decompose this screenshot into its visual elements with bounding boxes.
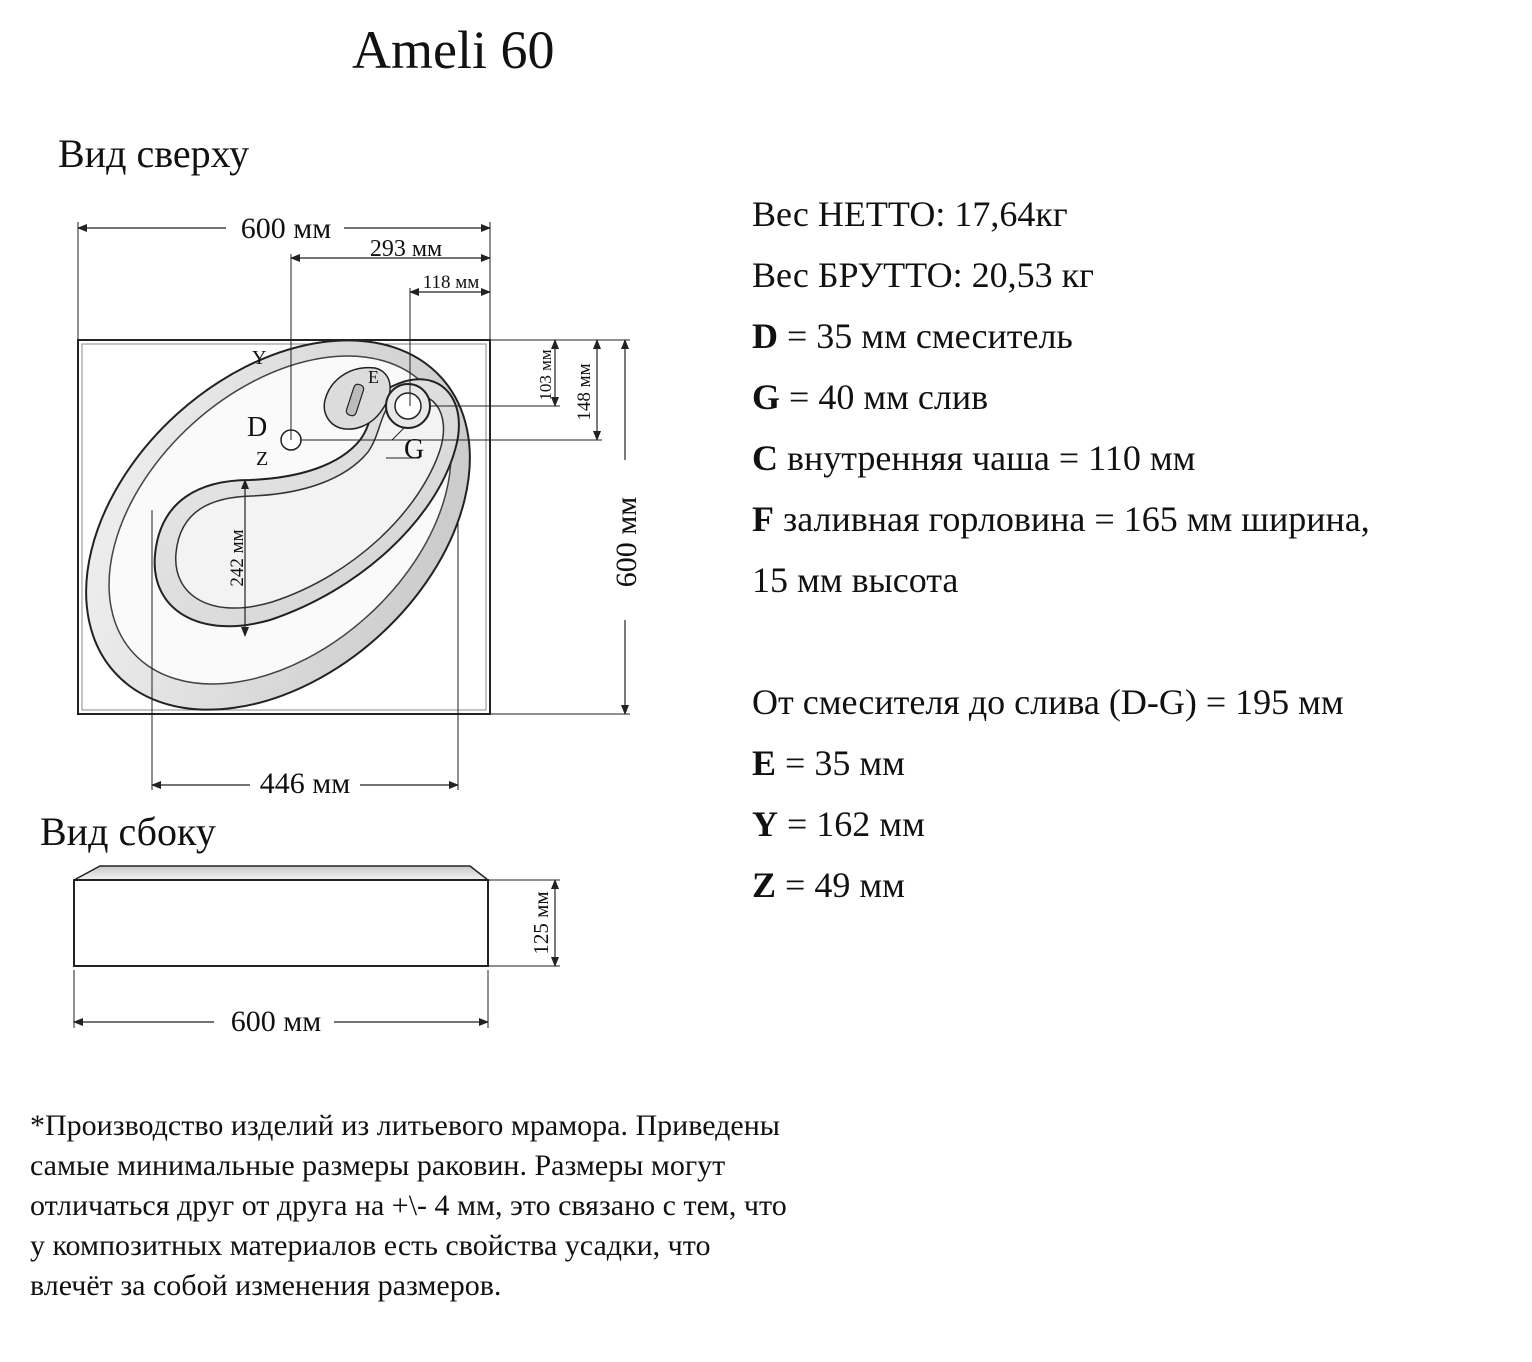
spec-c-value: внутренняя чаша = 110 мм bbox=[778, 438, 1196, 478]
spec-g bbox=[752, 367, 1370, 428]
spec-mixer-drain-distance: От смесителя до слива (D-G) = 195 мм bbox=[752, 682, 1344, 722]
spec-c bbox=[752, 428, 1370, 489]
spec-gross-weight: Вес БРУТТО: 20,53 кг bbox=[752, 255, 1094, 295]
spec-z-key: Z bbox=[752, 865, 777, 905]
dim-103: 103 мм bbox=[536, 349, 555, 401]
label-g: G bbox=[404, 434, 425, 465]
spec-e-key: E bbox=[752, 743, 777, 783]
spec-z-value: = 49 мм bbox=[776, 865, 905, 905]
top-view-drawing bbox=[14, 212, 643, 800]
dim-top-width: 600 мм bbox=[240, 212, 332, 245]
dim-drain-offset: 118 мм bbox=[422, 272, 480, 293]
footnote-line: у композитных материалов есть свойства усадки, что bbox=[30, 1229, 711, 1262]
spec-f-height: 15 мм высота bbox=[752, 560, 959, 600]
spec-f bbox=[752, 489, 1370, 550]
spec-y-key: Y bbox=[752, 804, 778, 844]
label-d: D bbox=[247, 412, 268, 443]
side-view-top-edge bbox=[74, 866, 488, 880]
spec-e bbox=[752, 733, 1370, 794]
spec-d-key: D bbox=[752, 316, 778, 356]
spec-y-value: = 162 мм bbox=[778, 804, 925, 844]
dim-148: 148 мм bbox=[574, 363, 595, 421]
spec-z bbox=[752, 855, 1370, 916]
side-view-heading: Вид сбоку bbox=[40, 809, 216, 854]
spec-d bbox=[752, 306, 1370, 367]
spec-f-key: F bbox=[752, 499, 774, 539]
dim-side-width: 600 мм bbox=[230, 1005, 322, 1038]
dim-bottom-446: 446 мм bbox=[259, 767, 351, 800]
spec-g-value: = 40 мм слив bbox=[780, 377, 989, 417]
side-view-body bbox=[74, 880, 488, 966]
dim-mixer-offset: 293 мм bbox=[369, 236, 443, 262]
side-view-drawing bbox=[74, 866, 560, 1038]
top-view-heading: Вид сверху bbox=[58, 131, 250, 176]
label-z: Z bbox=[256, 448, 269, 470]
footnote-line: *Производство изделий из литьевого мрамора. Приведены bbox=[30, 1109, 780, 1142]
footnote-line: самые минимальные размеры раковин. Размеры могут bbox=[30, 1149, 726, 1182]
label-y: Y bbox=[252, 347, 267, 369]
label-e: E bbox=[368, 367, 379, 387]
specifications-list bbox=[752, 184, 1370, 916]
dim-top-height: 600 мм bbox=[610, 496, 643, 588]
spec-net-weight: Вес НЕТТО: 17,64кг bbox=[752, 194, 1068, 234]
spec-d-value: = 35 мм смеситель bbox=[778, 316, 1073, 356]
spec-c-key: C bbox=[752, 438, 778, 478]
footnote-line: отличаться друг от друга на +\- 4 мм, это связано с тем, что bbox=[30, 1189, 787, 1222]
footnote-line: влечёт за собой изменения размеров. bbox=[30, 1269, 502, 1302]
page-title: Ameli 60 bbox=[352, 20, 555, 80]
footnote bbox=[30, 1106, 787, 1306]
dim-side-height: 125 мм bbox=[529, 891, 553, 955]
spec-g-key: G bbox=[752, 377, 781, 417]
dim-bowl-242: 242 мм bbox=[227, 529, 248, 587]
spec-f-value: заливная горловина = 165 мм ширина, bbox=[774, 499, 1370, 539]
spec-e-value: = 35 мм bbox=[776, 743, 905, 783]
spec-y bbox=[752, 794, 1370, 855]
